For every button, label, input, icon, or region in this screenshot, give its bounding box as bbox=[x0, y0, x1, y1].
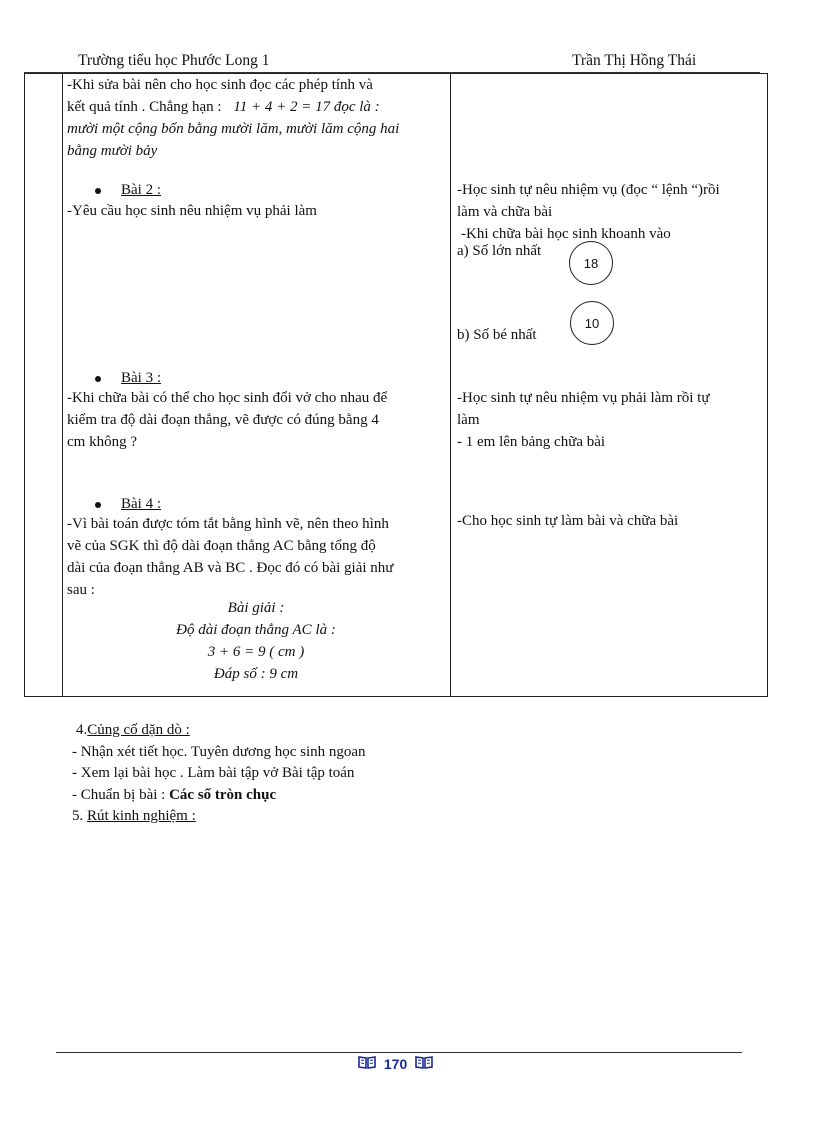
page-footer bbox=[358, 1055, 433, 1072]
bullet-icon bbox=[95, 376, 101, 382]
closing-line-1: - Nhận xét tiết học. Tuyên dương học sinh ngoan bbox=[72, 743, 366, 760]
bai3-student bbox=[457, 387, 765, 453]
solution-line-1: Độ dài đoạn thẳng AC là : bbox=[176, 622, 336, 638]
bai2-teacher: -Yêu cầu học sinh nêu nhiệm vụ phải làm bbox=[67, 203, 317, 219]
footer-divider bbox=[56, 1052, 742, 1053]
bai2-student bbox=[457, 179, 765, 245]
bai3-teacher-line-1: -Khi chữa bài có thể cho học sinh đổi vở cho nhau để bbox=[67, 390, 388, 406]
book-icon bbox=[415, 1055, 433, 1072]
bai2-student-line-2: làm và chữa bài bbox=[457, 204, 553, 220]
bai3-teacher-line-2: kiểm tra độ dài đoạn thẳng, vẽ được có đúng bằng 4 bbox=[67, 412, 379, 428]
bullet-icon bbox=[95, 188, 101, 194]
next-lesson-title: Các số tròn chục bbox=[169, 786, 277, 803]
intro-block bbox=[67, 74, 445, 162]
bai2-student-line-1: -Học sinh tự nêu nhiệm vụ (đọc “ lệnh “)rồi bbox=[457, 182, 720, 198]
bai3-student-line-1: -Học sinh tự nêu nhiệm vụ phải làm rồi tự bbox=[457, 390, 710, 406]
bai4-title: Bài 4 : bbox=[95, 493, 161, 515]
closing-line-2: - Xem lại bài học . Làm bài tập vở Bài tập toán bbox=[72, 765, 355, 781]
bullet-icon bbox=[95, 502, 101, 508]
intro-line-1: -Khi sửa bài nên cho học sinh đọc các phép tính và bbox=[67, 77, 373, 93]
intro-example: 11 + 4 + 2 = 17 đọc là : bbox=[233, 99, 380, 115]
bai3-teacher bbox=[67, 387, 445, 453]
bai4-teacher-line-4: sau : bbox=[67, 582, 95, 598]
closing-line-3: - Chuẩn bị bài : Các số tròn chục bbox=[72, 786, 277, 803]
header-school: Trường tiểu học Phước Long 1 bbox=[78, 52, 270, 69]
bai4-teacher-line-3: dài của đoạn thẳng AB và BC . Đọc đó có bài giải như bbox=[67, 560, 394, 576]
lesson-table bbox=[24, 73, 768, 697]
section-4-heading: 4.Củng cố dặn dò : bbox=[76, 722, 190, 738]
bai4-student: -Cho học sinh tự làm bài và chữa bài bbox=[457, 513, 679, 529]
bai4-solution bbox=[67, 597, 445, 685]
section-5-heading: 5. Rút kinh nghiệm : bbox=[72, 808, 196, 824]
header-teacher: Trần Thị Hồng Thái bbox=[572, 52, 697, 69]
bai2-title: Bài 2 : bbox=[95, 179, 161, 201]
solution-line-2: 3 + 6 = 9 ( cm ) bbox=[207, 644, 305, 660]
solution-title: Bài giải : bbox=[227, 600, 285, 616]
bai4-teacher-line-1: -Vì bài toán được tóm tắt bằng hình vẽ, nên theo hình bbox=[67, 516, 389, 532]
bai4-teacher bbox=[67, 513, 445, 601]
circle-answer-b: 10 bbox=[570, 301, 614, 345]
bai3-student-line-2: làm bbox=[457, 412, 480, 428]
bai4-teacher-line-2: vẽ của SGK thì độ dài đoạn thẳng AC bằng tổng độ bbox=[67, 538, 376, 554]
bai3-student-line-3: - 1 em lên bảng chữa bài bbox=[457, 434, 606, 450]
bai3-teacher-line-3: cm không ? bbox=[67, 434, 137, 450]
bai3-title: Bài 3 : bbox=[95, 367, 161, 389]
closing-section bbox=[72, 720, 366, 828]
intro-line-4: bằng mười bảy bbox=[67, 143, 158, 159]
bai2-item-b: b) Số bé nhất bbox=[457, 327, 537, 343]
bai2-student-line-3: -Khi chữa bài học sinh khoanh vào bbox=[461, 226, 671, 242]
solution-line-3: Đáp số : 9 cm bbox=[213, 666, 299, 682]
intro-line-2-prefix: kết quả tính . Chẳng hạn : bbox=[67, 99, 222, 115]
bai2-item-a: a) Số lớn nhất bbox=[457, 243, 542, 259]
circle-answer-a: 18 bbox=[569, 241, 613, 285]
table-divider-left bbox=[62, 74, 63, 696]
book-icon bbox=[358, 1055, 376, 1072]
page-number: 170 bbox=[383, 1056, 408, 1072]
intro-line-3: mười một cộng bốn bằng mười lăm, mười lăm cộng hai bbox=[67, 121, 400, 137]
intro-line-2 bbox=[67, 96, 445, 118]
table-divider-middle bbox=[450, 74, 451, 696]
